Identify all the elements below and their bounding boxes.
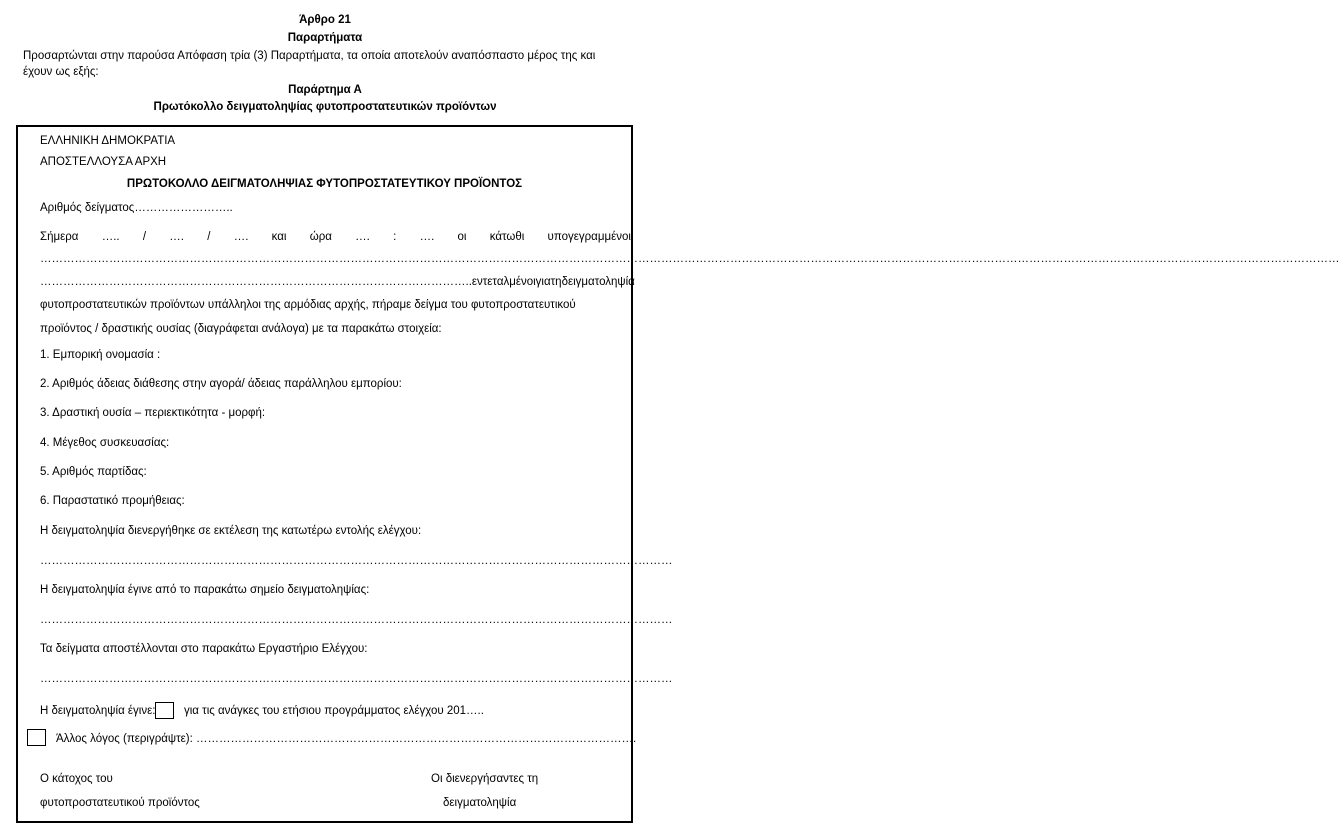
holder-label: Ο κάτοχος του [40, 773, 113, 785]
annex-subtitle: Πρωτόκολλο δειγματοληψίας φυτοπροστατευτικών προϊόντων [153, 101, 497, 113]
annual-program-label: για τις ανάγκες του ετήσιου προγράμματος ελέγχου 201….. [184, 705, 484, 717]
authorized-part: για [535, 276, 551, 288]
item-package-size: 4. Μέγεθος συσκευασίας: [40, 437, 170, 449]
body-text-line: προϊόντος / δραστικής ουσίας (διαγράφεται ανάλογα) με τα παρακάτω στοιχεία: [40, 323, 442, 335]
date-part: υπογεγραμμένοι [547, 231, 631, 243]
sampling-done-label: Η δειγματοληψία έγινε: [40, 705, 156, 717]
date-part: Σήμερα [40, 231, 79, 243]
annual-program-checkbox[interactable] [155, 702, 174, 719]
authorized-part: τη [550, 276, 562, 288]
date-part: οι [457, 231, 467, 243]
other-reason-label: Άλλος λόγος (περιγράψτε): ……………………………………………………………………………………………………. [56, 733, 637, 745]
date-part: / [207, 231, 211, 243]
holder-label: φυτοπροστατευτικού προϊόντος [40, 797, 200, 809]
protocol-title: ΠΡΩΤΟΚΟΛΛΟ ΔΕΙΓΜΑΤΟΛΗΨΙΑΣ ΦΥΤΟΠΡΟΣΤΑΤΕΥΤΙΚΟΥ ΠΡΟΪΟΝΤΟΣ [126, 178, 523, 190]
annexes-heading: Παραρτήματα [287, 32, 363, 44]
authorized-line [40, 276, 635, 288]
lab-label: Τα δείγματα αποστέλλονται στο παρακάτω Εργαστήριο Ελέγχου: [40, 643, 368, 655]
control-order-label: Η δειγματοληψία διενεργήθηκε σε εκτέλεση της κατωτέρω εντολής ελέγχου: [40, 525, 422, 537]
authorized-part: …………………………………………………………………………………………………..εντεταλμένοι [40, 276, 536, 288]
article-heading: Άρθρο 21 [299, 14, 351, 26]
republic-label: ΕΛΛΗΝΙΚΗ ΔΗΜΟΚΡΑΤΙΑ [40, 135, 176, 147]
sampling-point-label: Η δειγματοληψία έγινε από το παρακάτω σημείο δειγματοληψίας: [40, 584, 370, 596]
body-text-line: φυτοπροστατευτικών προϊόντων υπάλληλοι της αρμόδιας αρχής, πήραμε δείγμα του φυτοπροστατευτικού [40, 299, 576, 311]
authority-label: ΑΠΟΣΤΕΛΛΟΥΣΑ ΑΡΧΗ [40, 156, 167, 168]
dotted-fill-line: …………………………………………………………………………………………………………………………………………………………………………………………………………………………………………………………………………………………………………… [40, 253, 1340, 265]
lab-dots: ………………………………………………………………………………………………………………………………………………… [40, 673, 673, 685]
intro-text [23, 48, 623, 80]
sampling-protocol-form [16, 125, 1340, 823]
date-part: : [393, 231, 397, 243]
intro-line: έχουν ως εξής: [23, 66, 99, 78]
item-supply-document: 6. Παραστατικό προμήθειας: [40, 495, 185, 507]
other-reason-checkbox[interactable] [27, 729, 46, 746]
date-part: …. [419, 231, 435, 243]
annex-title: Παράρτημα Α [288, 84, 362, 96]
date-part: …. [355, 231, 370, 243]
date-part: κάτωθι [489, 231, 525, 243]
item-batch-number: 5. Αριθμός παρτίδας: [40, 466, 147, 478]
performers-label: Οι διενεργήσαντες τη [431, 773, 539, 785]
authorized-part: δειγματοληψία [561, 276, 635, 288]
date-time-line [40, 231, 631, 243]
date-part: …. [233, 231, 249, 243]
date-part: …. [169, 231, 184, 243]
item-commercial-name: 1. Εμπορική ονομασία : [40, 349, 161, 361]
date-part: και [271, 231, 287, 243]
performers-label: δειγματοληψία [443, 797, 517, 809]
date-part: / [142, 231, 147, 243]
sampling-point-dots: ………………………………………………………………………………………………………………………………………………… [40, 614, 673, 626]
sample-number-field: Αριθμός δείγματος…………………….. [40, 202, 233, 214]
control-order-dots: ………………………………………………………………………………………………………………………………………………… [40, 555, 673, 567]
date-part: ….. [101, 231, 120, 243]
item-active-substance: 3. Δραστική ουσία – περιεκτικότητα - μορφή: [40, 407, 266, 419]
item-authorization-number: 2. Αριθμός άδειας διάθεσης στην αγορά/ άδειας παράλληλου εμπορίου: [40, 378, 402, 390]
date-part: ώρα [309, 231, 332, 243]
intro-line: Προσαρτώνται στην παρούσα Απόφαση τρία (3) Παραρτήματα, τα οποία αποτελούν αναπόσπαστο μέρος της και [23, 50, 596, 62]
